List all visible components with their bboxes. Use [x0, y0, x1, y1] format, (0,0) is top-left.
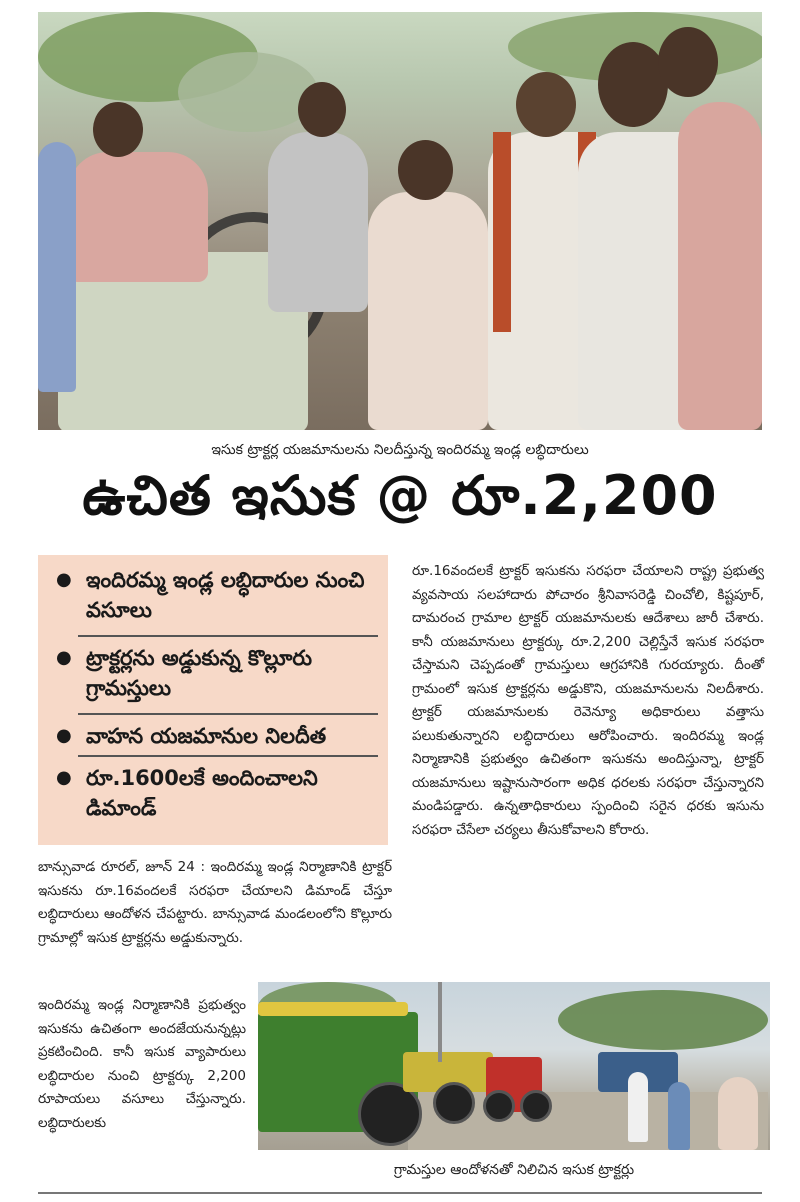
bottom-news-photo: [258, 982, 770, 1150]
article-left-column-bottom: ఇందిరమ్మ ఇండ్ల నిర్మాణానికి ప్రభుత్వం ఇసుకను ఉచితంగా అందజేయనున్నట్లు ప్రకటించింది. కానీ ఇసుక వ్యాపారులు లబ్ధిదారుల నుంచి ట్రాక్టర్కు 2,200 రూపాయలు వసూలు చేస్తున్నారు. లబ్ధిదారులకు: [38, 997, 246, 1131]
highlight-divider: [78, 713, 378, 715]
headline: ఉచిత ఇసుక @ రూ.2,200: [82, 464, 718, 527]
article-right-column: రూ.16వందలకే ట్రాక్టర్ ఇసుకను సరఫరా చేయాలని రాష్ట్ర ప్రభుత్వ వ్యవసాయ సలహాదారు పోచారం శ్రీనివాసరెడ్డి చించోలి, కిష్టపూర్, దామరంచ గ్రామాల ట్రాక్టర్ యజమానులకు ఆదేశాలు జారీ చేశారు. కానీ యజమానులు ట్రాక్టర్కు రూ.2,200 చెల్లిస్తేనే ఇసుక సరఫరా చేస్తామని చెప్పడంతో గ్రామస్తులు ఆగ్రహానికి గురయ్యారు. దీంతో గ్రామంలో ఇసుక ట్రాక్టర్లను అడ్డుకొని, యజమానులను నిలదీశారు. ట్రాక్టర్ యజమానులకు రెవెన్యూ అధికారులు వత్తాసు పలుకుతున్నారని లబ్ధిదారులు ఆరోపించారు. ఇందిరమ్మ ఇండ్ల నిర్మాణానికి ప్రభుత్వం ఉచితంగా ఇసుకను అందిస్తున్నా, ట్రాక్టర్ యజమానులు ఇష్టానుసారంగా అధిక ధరలకు సరఫరా చేస్తున్నారని మండిపడ్డారు. ఉన్నతాధికారులు స్పందించి సరైన ధరకు ఇసును సరఫరా చేసేలా చర్యలు తీసుకోవాలని కోరారు.: [412, 563, 764, 838]
highlights-box: [38, 555, 388, 845]
bullet-icon: ●: [56, 725, 72, 746]
article-left-column-top: బాన్సువాడ రూరల్, జూన్ 24 : ఇందిరమ్మ ఇండ్ల నిర్మాణానికి ట్రాక్టర్ ఇసుకను రూ.16వందలకే సరఫరా చేయాలని డిమాండ్ చేస్తూ లబ్ధిదారులు ఆందోళన చేపట్టారు. బాన్సువాడ మండలంలోని కొల్లూరు గ్రామాల్లో ఇసుక ట్రాక్టర్లను అడ్డుకున్నారు.: [38, 859, 392, 946]
highlight-divider: [78, 755, 378, 757]
top-news-photo: [38, 12, 762, 430]
highlight-item: ● ఇందిరమ్మ ఇండ్ల లబ్ధిదారుల నుంచి వసూలు: [56, 565, 376, 625]
highlight-item: ● వాహన యజమానుల నిలదీత: [56, 721, 376, 751]
bullet-icon: ●: [56, 647, 72, 668]
top-photo-caption: ఇసుక ట్రాక్టర్ల యజమానులను నిలదీస్తున్న ఇందిరమ్మ ఇండ్ల లబ్ధిదారులు: [211, 442, 589, 458]
bottom-photo-caption: గ్రామస్తుల ఆందోళనతో నిలిచిన ఇసుక ట్రాక్టర్లు: [393, 1162, 635, 1178]
highlight-item: ● రూ.1600లకే అందించాలని డిమాండ్: [56, 763, 376, 823]
page-bottom-rule: [38, 1192, 762, 1194]
bullet-icon: ●: [56, 767, 72, 788]
highlight-item: ● ట్రాక్టర్లను అడ్డుకున్న కొల్లూరు గ్రామస్తులు: [56, 643, 376, 703]
bullet-icon: ●: [56, 569, 72, 590]
highlight-divider: [78, 635, 378, 637]
